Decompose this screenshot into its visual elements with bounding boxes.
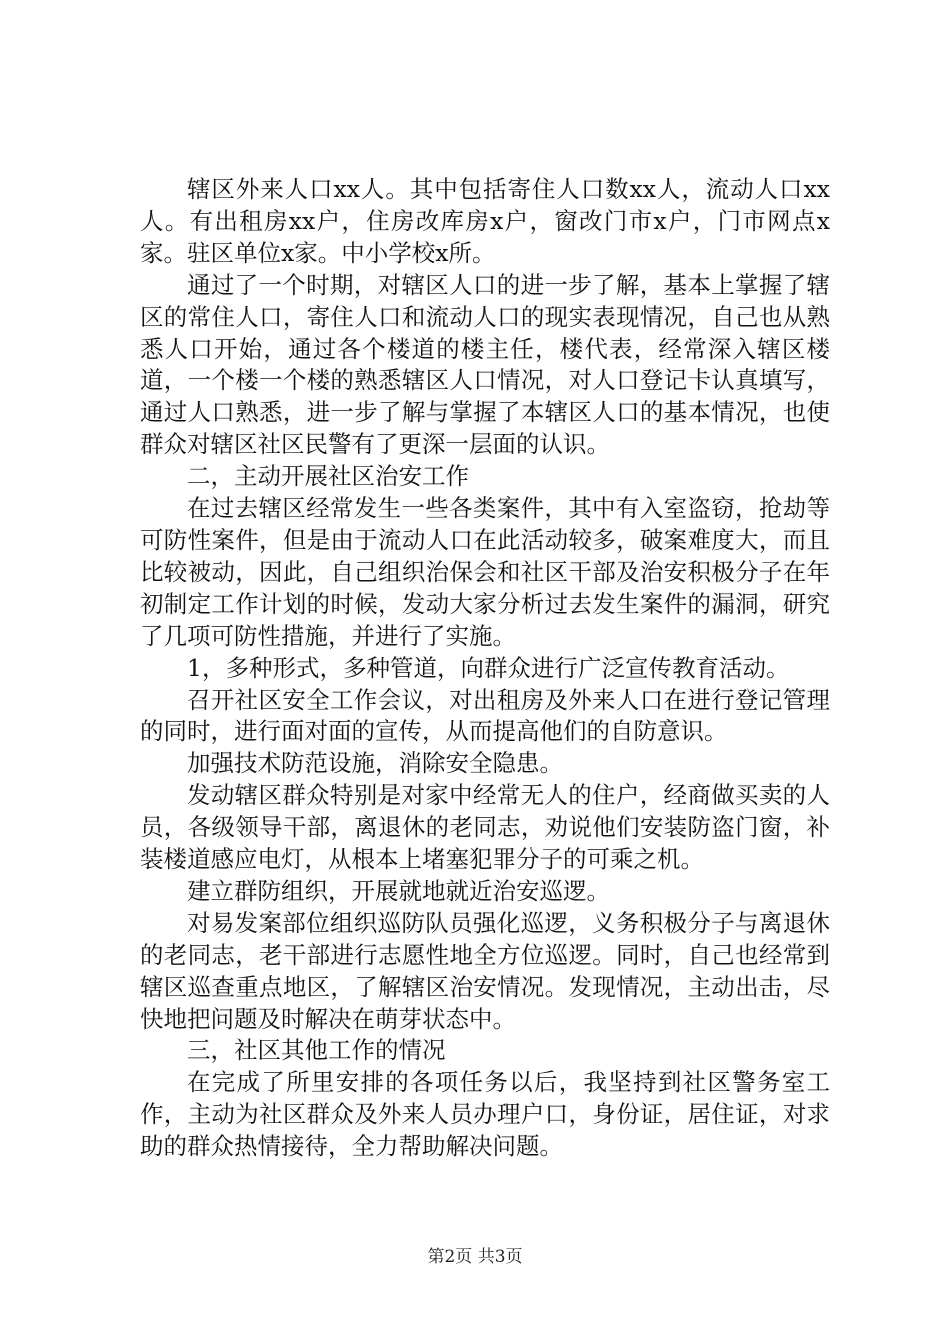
section-heading-other-work: 三，社区其他工作的情况 <box>187 1036 446 1065</box>
paragraph-mobilize-residents: 发动辖区群众特别是对家中经常无人的住户，经商做买卖的人员，各级领导干部，离退休的老同志，劝说他们安装防盗门窗，补装楼道感应电灯，从根本上堵塞犯罪分子的可乘之机。 <box>140 781 830 874</box>
paragraph-population-familiarization: 通过了一个时期，对辖区人口的进一步了解，基本上掌握了辖区的常住人口，寄住人口和流动人口的现实表现情况，自己也从熟悉人口开始，通过各个楼道的楼主任，楼代表，经常深入辖区楼道，一个楼一个楼的熟悉辖区人口情况，对人口登记卡认真填写，通过人口熟悉，进一步了解与掌握了本辖区人口的基本情况，也使群众对辖区社区民警有了更深一层面的认识。 <box>140 270 830 459</box>
item-technical-prevention: 加强技术防范设施，消除安全隐患。 <box>187 749 563 778</box>
paragraph-population-stats: 辖区外来人口xx人。其中包括寄住人口数xx人，流动人口xx人。有出租房xx户，住房改库房x户，窗改门市x户，门市网点x家。驻区单位x家。中小学校x所。 <box>140 175 830 267</box>
item-publicity-education: 1，多种形式，多种管道，向群众进行广泛宣传教育活动。 <box>187 653 790 682</box>
section-heading-security-work: 二，主动开展社区治安工作 <box>187 462 469 491</box>
page-number: 第2页 共3页 <box>427 1247 523 1267</box>
page-footer <box>0 1247 950 1267</box>
paragraph-other-work: 在完成了所里安排的各项任务以后，我坚持到社区警务室工作，主动为社区群众及外来人员办理户口，身份证，居住证，对求助的群众热情接待，全力帮助解决问题。 <box>140 1068 830 1161</box>
document-body <box>140 174 830 1163</box>
paragraph-safety-meeting: 召开社区安全工作会议，对出租房及外来人口在进行登记管理的同时，进行面对面的宣传，从而提高他们的自防意识。 <box>140 685 830 746</box>
item-patrol-organization: 建立群防组织，开展就地就近治安巡逻。 <box>187 876 610 905</box>
paragraph-patrol-details: 对易发案部位组织巡防队员强化巡逻，义务积极分子与离退休的老同志，老干部进行志愿性地全方位巡逻。同时，自己也经常到辖区巡查重点地区，了解辖区治安情况。发现情况，主动出击，尽快地把问题及时解决在萌芽状态中。 <box>140 908 830 1033</box>
paragraph-past-cases: 在过去辖区经常发生一些各类案件，其中有入室盗窃，抢劫等可防性案件，但是由于流动人口在此活动较多，破案难度大，而且比较被动，因此，自己组织治保会和社区干部及治安积极分子在年初制定工作计划的时候，发动大家分析过去发生案件的漏洞，研究了几项可防性措施，并进行了实施。 <box>140 494 830 650</box>
